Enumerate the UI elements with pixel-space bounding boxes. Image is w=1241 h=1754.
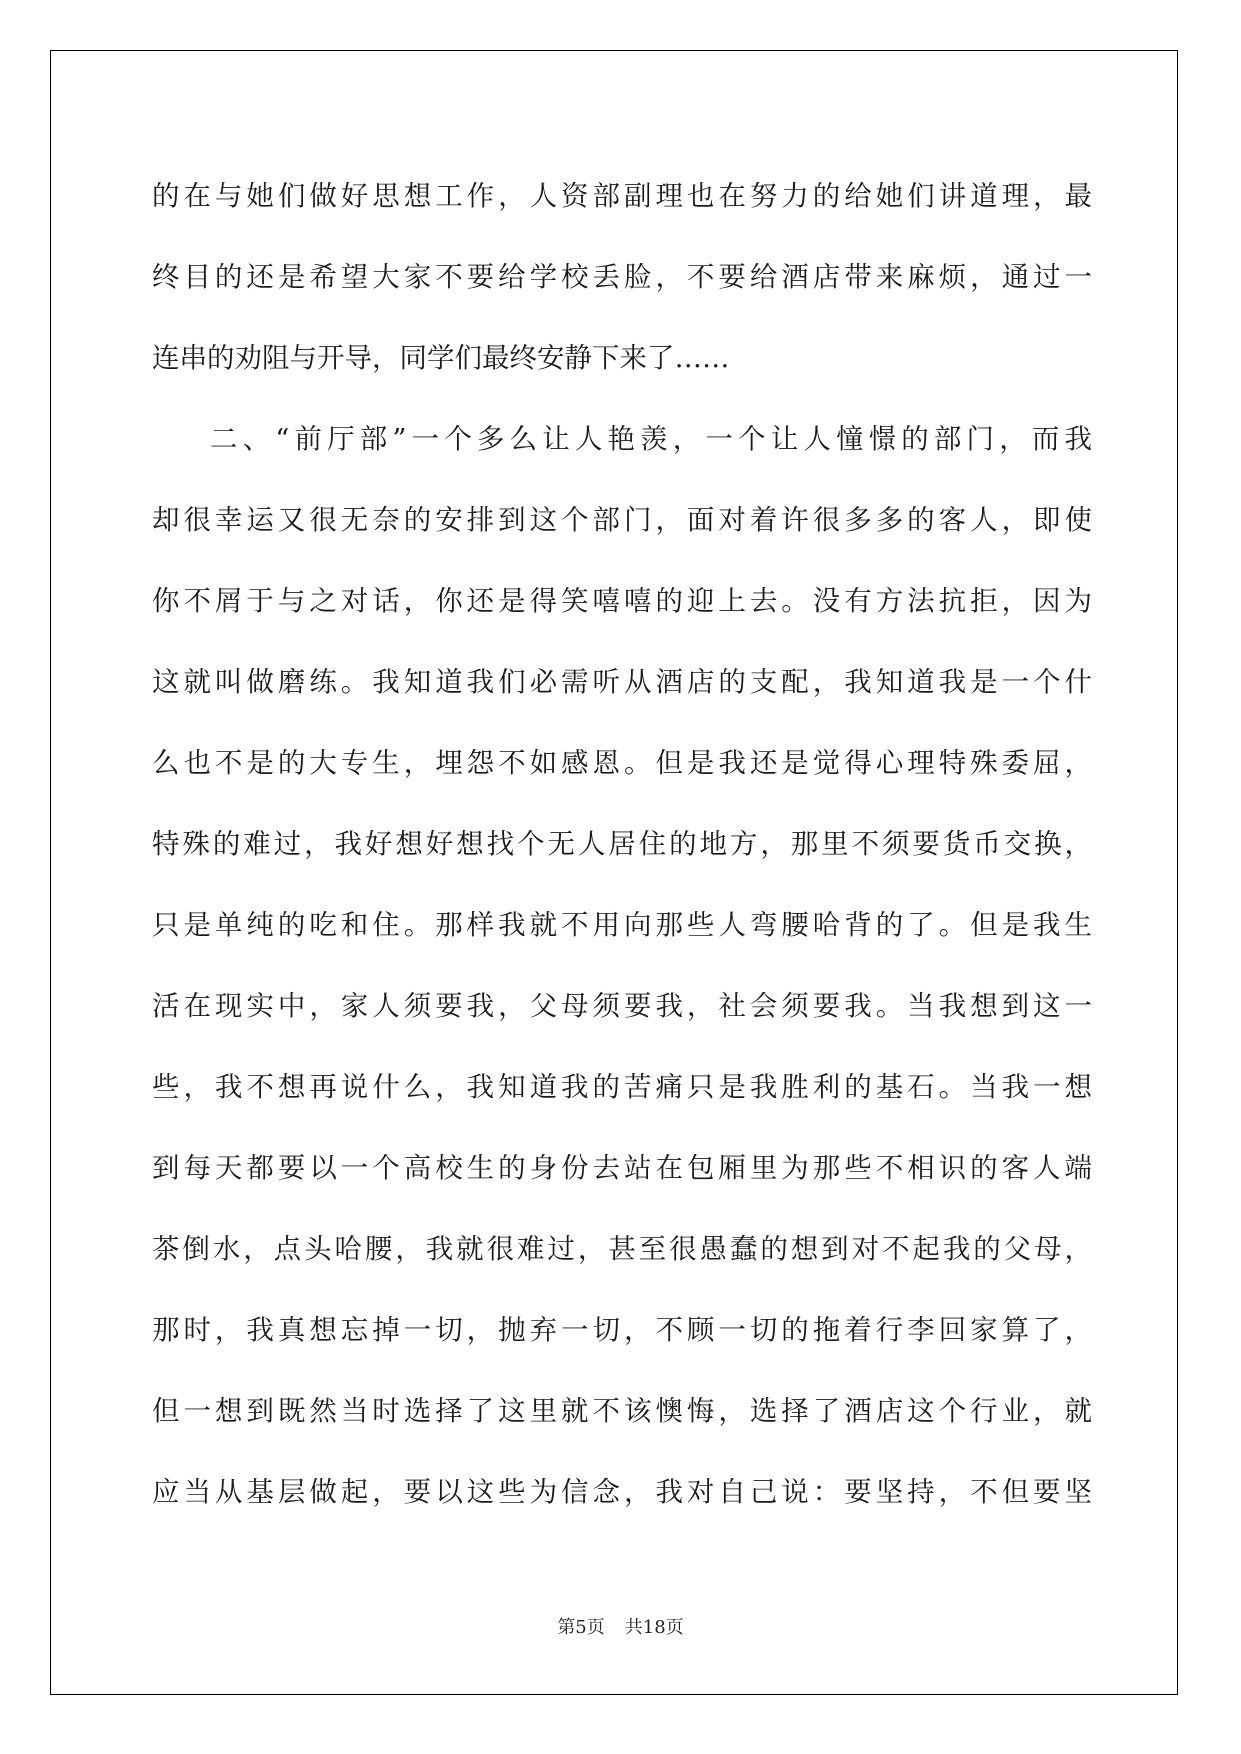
text-line: 只是单纯的吃和住。那样我就不用向那些人弯腰哈背的了。但是我生 (152, 909, 1092, 941)
text-line: 到每天都要以一个高校生的身份去站在包厢里为那些不相识的客人端 (152, 1152, 1092, 1184)
text-line: 但一想到既然当时选择了这里就不该懊悔，选择了酒店这个行业，就 (152, 1395, 1092, 1427)
text-line: 你不屑于与之对话，你还是得笑嘻嘻的迎上去。没有方法抗拒，因为 (152, 585, 1092, 617)
text-line: 特殊的难过，我好想好想找个无人居住的地方，那里不须要货币交换， (152, 828, 1092, 860)
text-line: 却很幸运又很无奈的安排到这个部门，面对着许很多多的客人，即使 (152, 504, 1092, 536)
text-line: 连串的劝阻与开导，同学们最终安静下来了…… (152, 342, 730, 374)
text-line: 茶倒水，点头哈腰，我就很难过，甚至很愚蠢的想到对不起我的父母， (152, 1233, 1092, 1265)
text-line: 些，我不想再说什么，我知道我的苦痛只是我胜利的基石。当我一想 (152, 1071, 1092, 1103)
text-line: 二、“前厅部”一个多么让人艳羡，一个让人憧憬的部门，而我 (210, 423, 1092, 455)
text-line: 终目的还是希望大家不要给学校丢脸，不要给酒店带来麻烦，通过一 (152, 261, 1092, 293)
text-line: 么也不是的大专生，埋怨不如感恩。但是我还是觉得心理特殊委屈， (152, 747, 1092, 779)
text-line: 这就叫做磨练。我知道我们必需听从酒店的支配，我知道我是一个什 (152, 666, 1092, 698)
text-line: 的在与她们做好思想工作，人资部副理也在努力的给她们讲道理，最 (152, 180, 1092, 212)
document-body (152, 156, 1092, 1533)
text-line: 那时，我真想忘掉一切，抛弃一切，不顾一切的拖着行李回家算了， (152, 1314, 1092, 1346)
page-footer (0, 1613, 1241, 1639)
total-pages: 共18页 (624, 1617, 684, 1638)
text-line: 活在现实中，家人须要我，父母须要我，社会须要我。当我想到这一 (152, 990, 1092, 1022)
text-line: 应当从基层做起，要以这些为信念，我对自己说：要坚持，不但要坚 (152, 1476, 1092, 1508)
page-number: 第5页 (557, 1617, 605, 1638)
